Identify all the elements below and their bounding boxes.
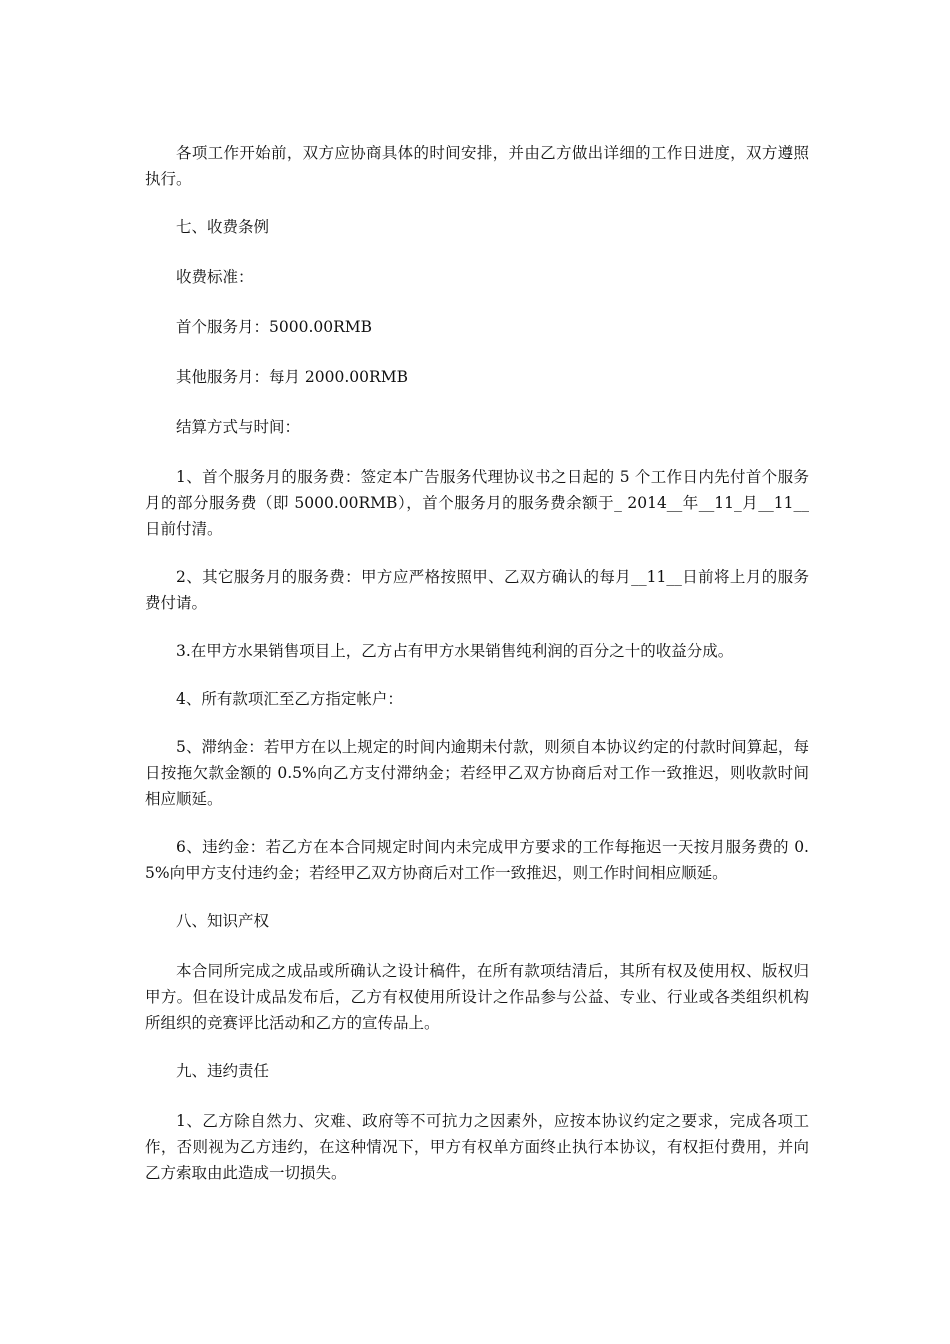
fee-standard-label: 收费标准： [176, 268, 254, 286]
first-month-fee: 首个服务月：5000.00RMB [176, 318, 373, 336]
section-heading-fees: 七、收费条例 [176, 218, 270, 236]
clause-penalty: 6、违约金：若乙方在本合同规定时间内未完成甲方要求的工作每拖迟一天按月服务费的 0.5%向甲方支付违约金；若经甲乙双方协商后对工作一致推迟，则工作时间相应顺延。 [145, 838, 809, 882]
clause-account: 4、所有款项汇至乙方指定帐户： [176, 690, 403, 708]
document-page [145, 140, 809, 1208]
paragraph-schedule: 各项工作开始前，双方应协商具体的时间安排，并由乙方做出详细的工作日进度，双方遵照执行。 [145, 144, 809, 188]
section-heading-ip: 八、知识产权 [176, 912, 270, 930]
clause-other-month-payment: 2、其它服务月的服务费：甲方应严格按照甲、乙双方确认的每月__11__日前将上月的服务费付请。 [145, 568, 809, 612]
section-heading-liability: 九、违约责任 [176, 1062, 270, 1080]
clause-profit-share: 3.在甲方水果销售项目上，乙方占有甲方水果销售纯利润的百分之十的收益分成。 [176, 642, 734, 660]
other-month-fee: 其他服务月：每月 2000.00RMB [176, 368, 408, 386]
paragraph-ip: 本合同所完成之成品或所确认之设计稿件，在所有款项结清后，其所有权及使用权、版权归甲方。但在设计成品发布后，乙方有权使用所设计之作品参与公益、专业、行业或各类组织机构所组织的竞赛评比活动和乙方的宣传品上。 [145, 962, 809, 1032]
clause-late-fee: 5、滞纳金：若甲方在以上规定的时间内逾期未付款，则须自本协议约定的付款时间算起，每日按拖欠款金额的 0.5%向乙方支付滞纳金；若经甲乙双方协商后对工作一致推迟，则收款时间相应顺延。 [145, 738, 809, 808]
clause-liability-1: 1、乙方除自然力、灾难、政府等不可抗力之因素外，应按本协议约定之要求，完成各项工作，否则视为乙方违约，在这种情况下，甲方有权单方面终止执行本协议，有权拒付费用，并向乙方索取由此造成一切损失。 [145, 1112, 809, 1182]
clause-first-month-payment: 1、首个服务月的服务费：签定本广告服务代理协议书之日起的 5 个工作日内先付首个服务月的部分服务费（即 5000.00RMB），首个服务月的服务费余额于_ 2014__年__11_月__11__日前付清。 [145, 468, 809, 538]
settlement-label: 结算方式与时间： [176, 418, 301, 436]
